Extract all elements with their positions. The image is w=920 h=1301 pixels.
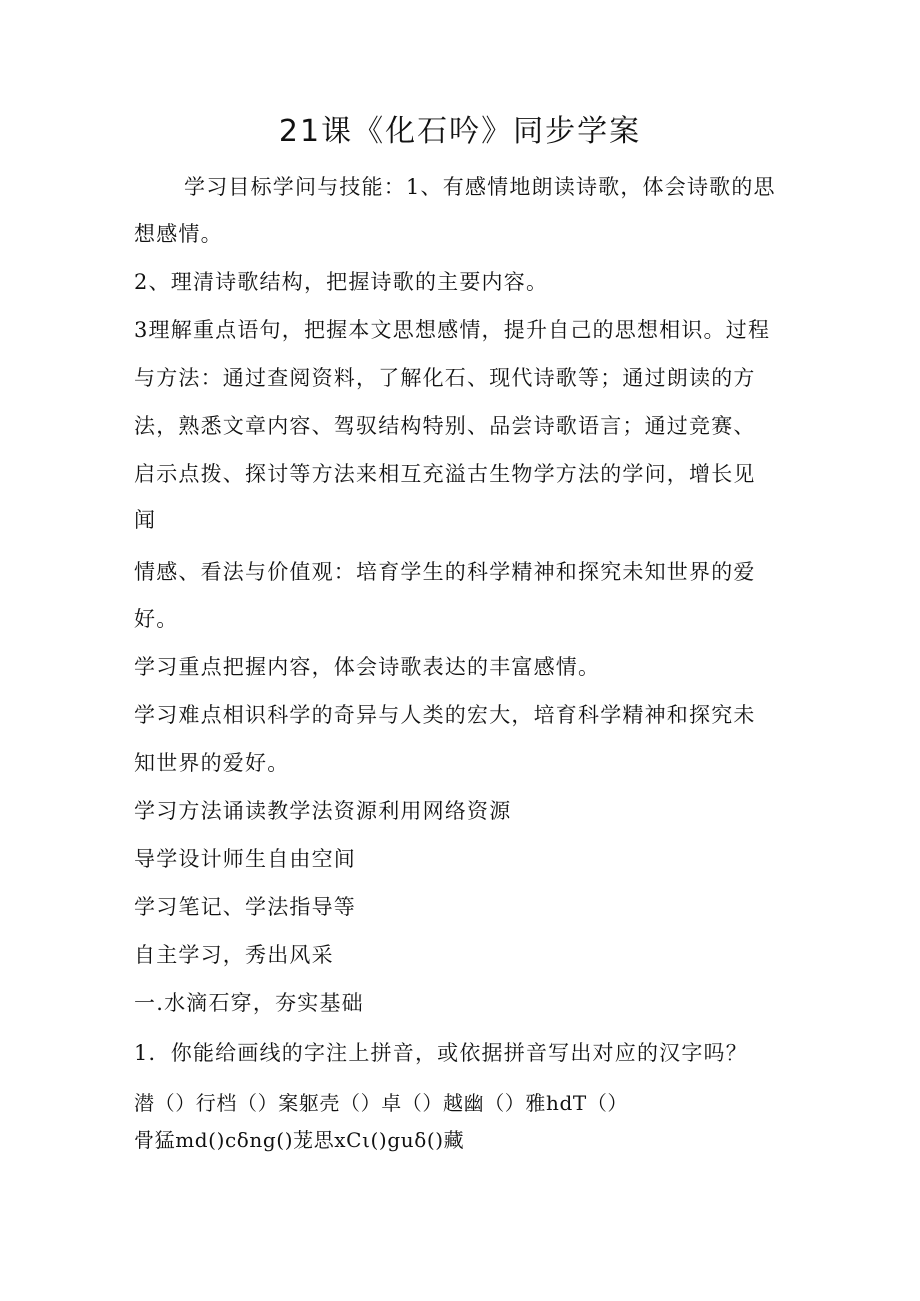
paragraph-line: 情感、看法与价值观：培育学生的科学精神和探究未知世界的爱 bbox=[134, 560, 756, 584]
paragraph-line: 与方法：通过查阅资料，了解化石、现代诗歌等；通过朗读的方 bbox=[134, 366, 756, 390]
paragraph-line: 学习笔记、学法指导等 bbox=[134, 895, 356, 919]
exercise-line: 骨猛md()cδng()茏思xCι()guδ()藏 bbox=[134, 1128, 465, 1152]
exercise-line: 潜（）行档（）案躯壳（）卓（）越幽（）雅hdT（） bbox=[134, 1091, 629, 1115]
document-title: 21课《化石吟》同步学案 bbox=[278, 114, 642, 149]
paragraph-line: 好。 bbox=[134, 607, 179, 631]
paragraph-line: 法，熟悉文章内容、驾驭结构特别、品尝诗歌语言；通过竞赛、 bbox=[134, 414, 756, 438]
paragraph-line: 闻 bbox=[134, 508, 157, 532]
paragraph-line: 导学设计师生自由空间 bbox=[134, 847, 356, 871]
paragraph-line: 学习重点把握内容，体会诗歌表达的丰富感情。 bbox=[134, 655, 601, 679]
question-text: 1．你能给画线的字注上拼音，或依据拼音写出对应的汉字吗？ bbox=[134, 1041, 748, 1065]
paragraph-line: 自主学习，秀出风采 bbox=[134, 943, 334, 967]
paragraph-line: 想感情。 bbox=[134, 222, 223, 246]
paragraph-line: 3理解重点语句，把握本文思想感情，提升自己的思想相识。过程 bbox=[134, 318, 771, 342]
paragraph-line: 知世界的爱好。 bbox=[134, 751, 290, 775]
paragraph-line: 学习难点相识科学的奇异与人类的宏大，培育科学精神和探究未 bbox=[134, 703, 756, 727]
paragraph-line: 学习方法诵读教学法资源利用网络资源 bbox=[134, 799, 512, 823]
section-heading: 一.水滴石穿，夯实基础 bbox=[134, 991, 364, 1015]
paragraph-line: 2、理清诗歌结构，把握诗歌的主要内容。 bbox=[134, 270, 549, 294]
paragraph-line: 启示点拨、探讨等方法来相互充溢古生物学方法的学问，增长见 bbox=[134, 462, 756, 486]
paragraph-line: 学习目标学问与技能：1、有感情地朗读诗歌，体会诗歌的思 bbox=[184, 175, 776, 199]
